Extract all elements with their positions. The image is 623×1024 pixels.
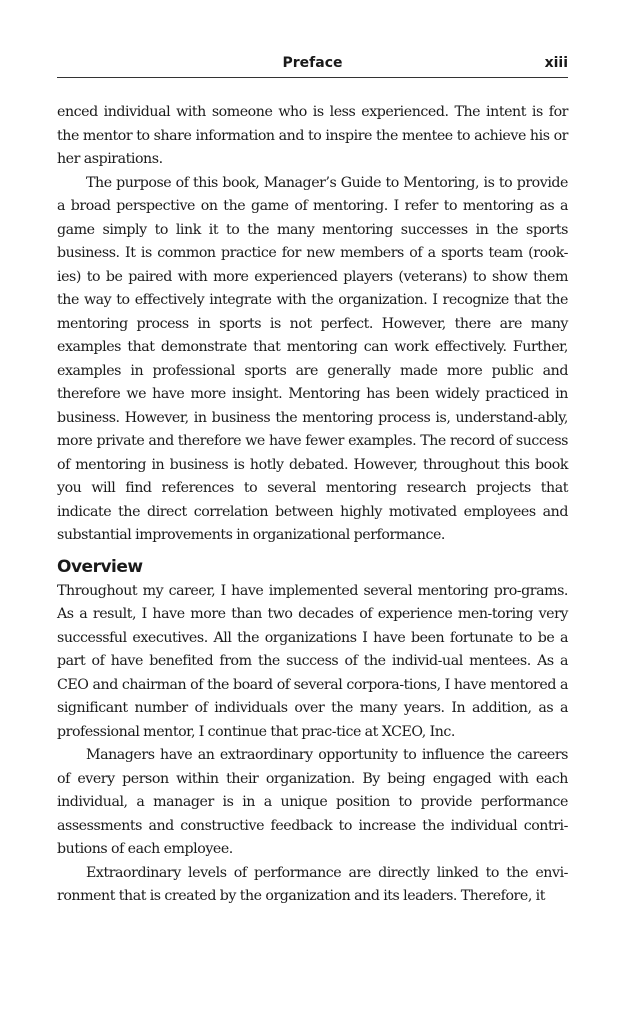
paragraph-purpose: The purpose of this book, Manager’s Guide to Mentoring, is to provide a broad perspective on the game of mentoring. I refer to mentoring as a game simply to link it to the many mentoring successes in the sports business. It is common practice for new members of a sports team (rook-ies) to be paired with more experienced players (veterans) to show them the way to effectively integrate with the organization. I recognize that the mentoring process in sports is not perfect. However, there are many examples that demonstrate that mentoring can work effectively. Further, examples in professional sports are generally made more public and therefore we have more insight. Mentoring has been widely practiced in business. However, in business the mentoring process is, understand-ably, more private and therefore we have fewer examples. The record of success of mentoring in business is hotly debated. However, throughout this book you will find references to several mentoring research projects that indicate the direct correlation between highly motivated employees and substantial improvements in organizational performance.	[57, 174, 568, 543]
paragraph-continued: enced individual with someone who is less experienced. The intent is for the mentor to share information and to inspire the mentee to achieve his or her aspirations.	[57, 104, 568, 167]
page-number: xiii	[544, 55, 568, 71]
page-body	[57, 101, 568, 909]
paragraph-managers: Managers have an extraordinary opportunity to influence the careers of every person within their organization. By being engaged with each individual, a manager is in a unique position to provide performance assessments and constructive feedback to increase the individual contri-butions of each employee.	[57, 747, 568, 857]
paragraph-performance: Extraordinary levels of performance are directly linked to the envi-ronment that is created by the organization and its leaders. Therefore, it	[57, 864, 568, 904]
section-heading-overview: Overview	[57, 556, 143, 577]
running-title: Preface	[282, 55, 343, 71]
paragraph-career: Throughout my career, I have implemented several mentoring pro-grams. As a result, I have more than two decades of experience men-toring very successful executives. All the organizations I have been fortunate to be a part of have benefited from the success of the individ-ual mentees. As a CEO and chairman of the board of several corpora-tions, I have mentored a significant number of individuals over the many years. In addition, as a professional mentor, I continue that prac-tice at XCEO, Inc.	[57, 582, 568, 740]
running-header	[57, 53, 568, 78]
